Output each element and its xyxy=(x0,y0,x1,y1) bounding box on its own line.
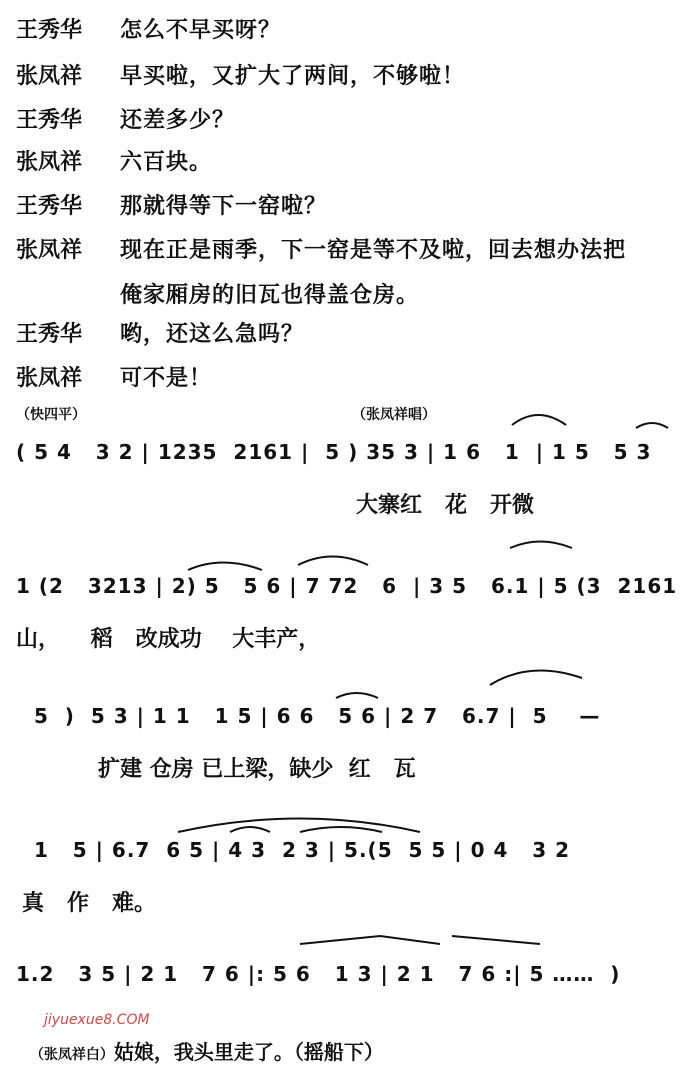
notation-line-3: 5 ) 5 3 | 1 1 1 5 | 6 6 5 6 | 2 7 6.7 | 5 — xyxy=(26,704,601,728)
lyrics-line-3: 扩建 仓房 已上梁，缺少 红 瓦 xyxy=(98,757,416,782)
dialogue-line xyxy=(16,54,465,94)
tempo-mark: （快四平） xyxy=(16,407,86,423)
speaker-name: 王秀华 xyxy=(16,321,83,347)
speaker-name: 张凤祥 xyxy=(16,237,83,263)
dialogue-line xyxy=(16,228,626,268)
slur-mark xyxy=(298,557,368,566)
dialogue-line xyxy=(16,184,327,224)
lyrics-line-2: 山， 稻 改成功 大丰产， xyxy=(16,627,321,652)
dialogue-text: 早买啦，又扩大了两间，不够啦！ xyxy=(120,63,466,89)
dialogue-text: 六百块。 xyxy=(120,149,213,175)
site-watermark: jiyuexue8.COM xyxy=(44,1012,150,1028)
dialogue-text: 可不是！ xyxy=(120,365,213,391)
speaker-name: 王秀华 xyxy=(16,17,83,43)
slur-mark xyxy=(300,827,382,832)
slur-mark xyxy=(178,819,420,833)
singer-mark: （张凤祥唱） xyxy=(352,407,436,423)
slur-mark xyxy=(636,423,668,428)
speaker-name: 张凤祥 xyxy=(16,149,83,175)
decrescendo-mark xyxy=(452,936,540,944)
notation-line-1: ( 5 4 3 2 | 1235 2161 | 5 ) 35 3 | 1 6 1 | 1 5 5 3 xyxy=(16,440,652,464)
closing-text: 姑娘，我头里走了。（摇船下） xyxy=(113,1040,384,1064)
speaker-name: 张凤祥 xyxy=(16,63,83,89)
dialogue-line xyxy=(16,8,281,48)
speaker-name: 张凤祥 xyxy=(16,365,83,391)
notation-line-5: 1.2 3 5 | 2 1 7 6 |: 5 6 1 3 | 2 1 7 6 :| 5 …… ) xyxy=(16,962,621,986)
slur-mark xyxy=(510,542,572,549)
closing-speaker: （张凤祥白） xyxy=(29,1047,114,1063)
dialogue-continuation: 俺家厢房的旧瓦也得盖仓房。 xyxy=(120,283,420,308)
dialogue-text: 还差多少？ xyxy=(120,107,236,133)
dialogue-line xyxy=(16,140,212,180)
lyrics-line-4: 真 作 难。 xyxy=(22,891,156,916)
notation-line-4: 1 5 | 6.7 6 5 | 4 3 2 3 | 5.(5 5 5 | 0 4 3 2 xyxy=(26,838,571,862)
slur-mark xyxy=(490,670,582,685)
dialogue-line xyxy=(16,356,212,396)
speaker-name: 王秀华 xyxy=(16,193,83,219)
speaker-name: 王秀华 xyxy=(16,107,83,133)
slur-mark xyxy=(336,693,378,698)
dialogue-line xyxy=(16,98,235,138)
dialogue-text: 现在正是雨季，下一窑是等不及啦，回去想办法把 xyxy=(120,237,627,263)
lyrics-line-1: 大寨红 花 开微 xyxy=(356,493,534,518)
dialogue-line xyxy=(16,312,304,352)
dialogue-text: 哟，还这么急吗？ xyxy=(120,321,305,347)
dialogue-text: 那就得等下一窑啦？ xyxy=(120,193,328,219)
slur-mark xyxy=(512,415,566,425)
slur-mark xyxy=(230,827,270,832)
notation-line-2: 1 (2 3213 | 2) 5 5 6 | 7 72 6 | 3 5 6.1 | 5 (3 2161 xyxy=(16,574,678,598)
crescendo-mark xyxy=(300,936,440,944)
slur-mark xyxy=(188,563,262,571)
dialogue-text: 怎么不早买呀？ xyxy=(120,17,282,43)
